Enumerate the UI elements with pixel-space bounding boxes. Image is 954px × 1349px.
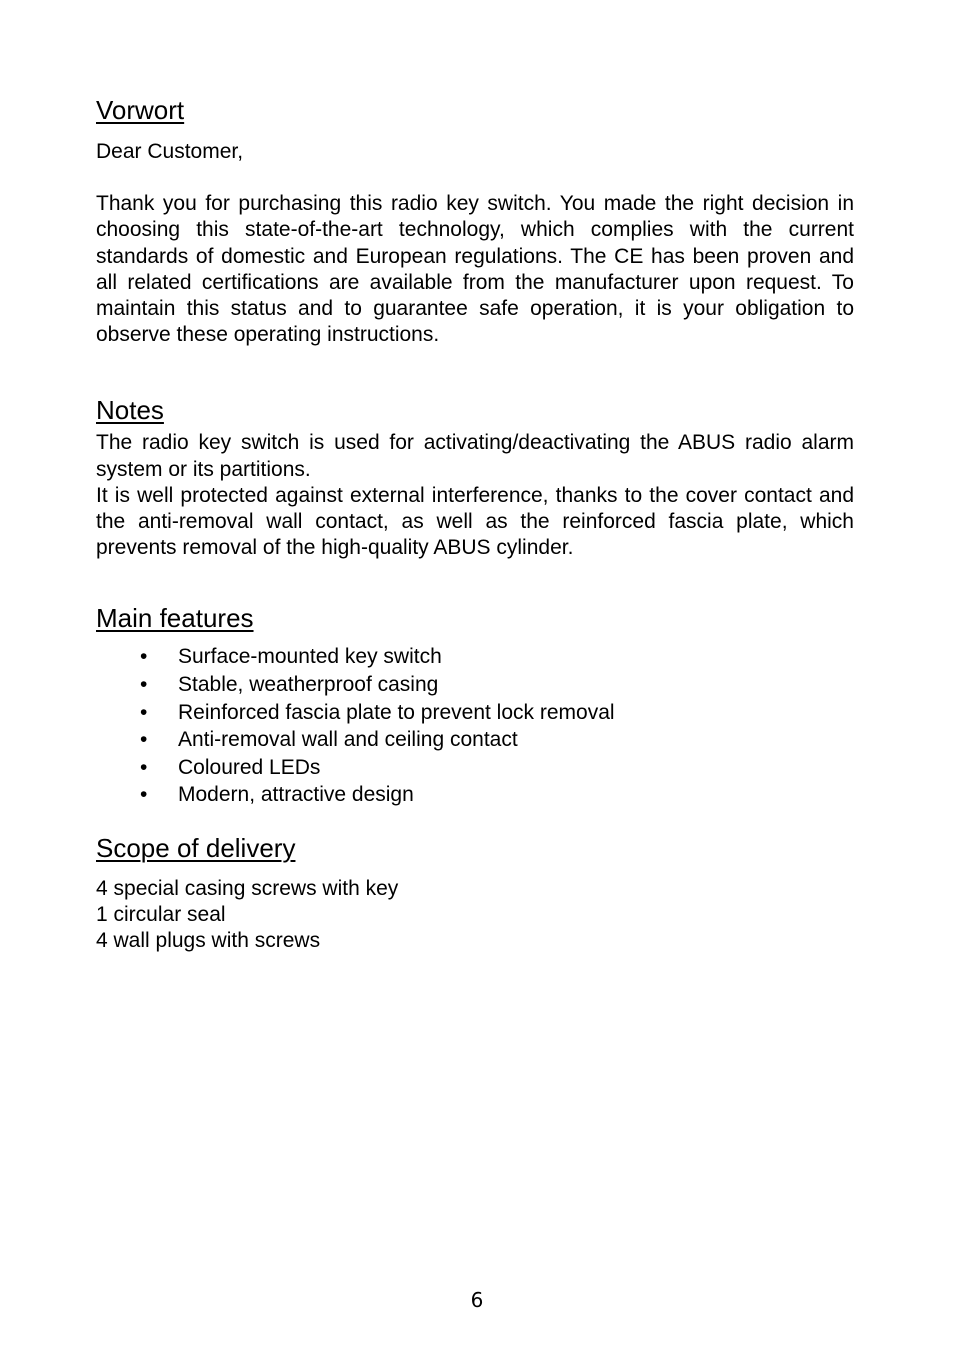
feature-text: Coloured LEDs [178,755,321,779]
list-item [96,781,854,809]
bullet-icon: • [140,673,148,697]
bullet-icon: • [140,755,148,779]
section-heading-scope-of-delivery: Scope of delivery [96,833,296,863]
list-item [96,754,854,782]
section-heading-notes: Notes [96,395,164,426]
document-page [96,0,854,954]
delivery-item: 4 wall plugs with screws [96,929,321,952]
feature-text: Modern, attractive design [178,783,414,807]
bullet-icon: • [140,700,148,724]
features-list [96,643,854,809]
list-item [96,643,854,671]
page-number: 6 [470,1288,484,1312]
section-heading-main-features: Main features [96,603,254,634]
feature-text: Reinforced fascia plate to prevent lock removal [178,700,615,724]
delivery-item: 4 special casing screws with key [96,877,399,900]
list-item [96,699,854,727]
delivery-item: 1 circular seal [96,903,226,926]
delivery-list [96,876,854,954]
feature-text: Stable, weatherproof casing [178,673,439,697]
section-heading-vorwort: Vorwort [96,95,185,125]
bullet-icon: • [140,728,148,752]
list-item [96,726,854,754]
feature-text: Anti-removal wall and ceiling contact [178,728,518,752]
list-item [96,671,854,699]
intro-paragraph: Thank you for purchasing this radio key switch. You made the right decision in choosing this state-of-the-art technology, which complies with the current standards of domestic and European regulations. The CE has been proven and all related certifications are available from the manufacturer upon request. To maintain this status and to guarantee safe operation, it is your obligation to observe these operating instructions. [96,192,854,347]
greeting-text: Dear Customer, [96,140,244,163]
bullet-icon: • [140,645,148,669]
bullet-icon: • [140,783,148,807]
feature-text: Surface-mounted key switch [178,645,442,669]
notes-paragraph-usage: The radio key switch is used for activating/deactivating the ABUS radio alarm system or its partitions. [96,431,854,481]
notes-paragraph-protection: It is well protected against external interference, thanks to the cover contact and the anti-removal wall contact, as well as the reinforced fascia plate, which prevents removal of the high-quality ABUS cylinder. [96,483,854,560]
